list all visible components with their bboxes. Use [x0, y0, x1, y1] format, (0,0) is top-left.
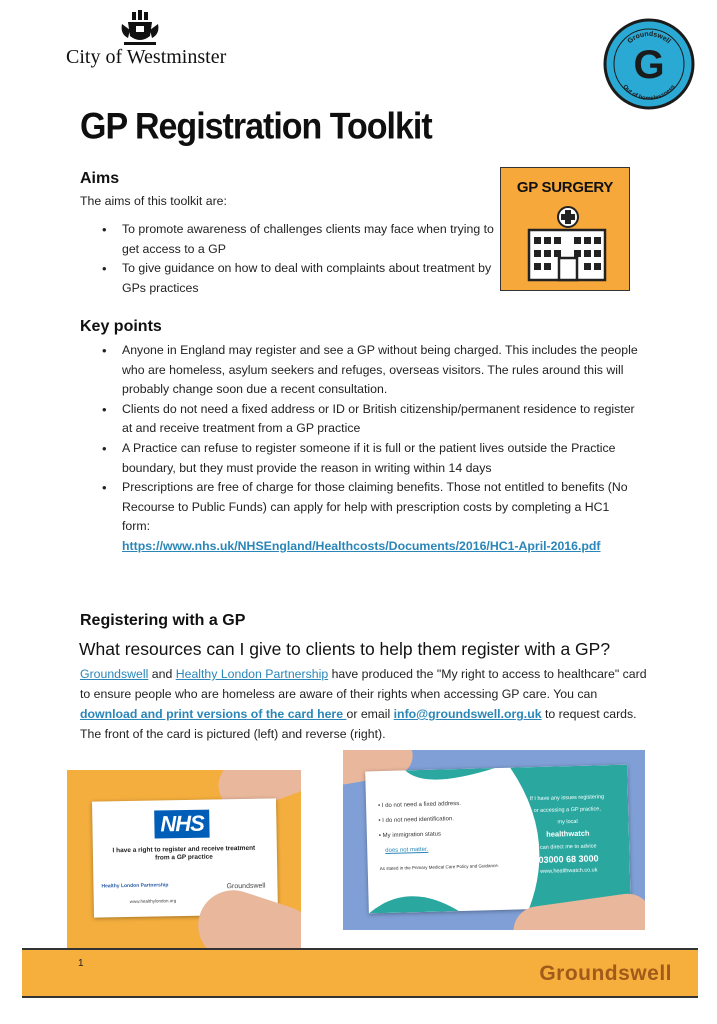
aims-heading: Aims [80, 170, 120, 187]
groundswell-link[interactable]: Groundswell [80, 667, 149, 681]
hc1-form-link[interactable]: https://www.nhs.uk/NHSEngland/Healthcosts/Documents/2016/HC1-April-2016.pdf [122, 538, 601, 553]
key-points-heading: Key points [80, 318, 162, 335]
card-back-right-line: can direct me to advice [539, 843, 597, 851]
key-points-section [80, 318, 640, 557]
card-back-phone: 03000 68 3000 [538, 853, 599, 865]
logo-bottom-text: Out of homelessness [621, 84, 677, 103]
card-back-left [378, 796, 510, 872]
card-back-line: • My immigration status [378, 831, 442, 840]
card-front-url: www.healthylondon.org [129, 898, 177, 904]
card-back-photo [343, 750, 645, 930]
healthy-london-partnership-link[interactable]: Healthy London Partnership [175, 667, 329, 681]
prescriptions-text: Prescriptions are free of charge for those claiming benefits. Those not entitled to benefits (No Recourse to Public Funds) can apply for help with prescription costs by completing a HC1 form: [122, 480, 628, 534]
card-front-photo [67, 770, 301, 948]
card-back-line: does not matter. [385, 846, 429, 854]
nhs-logo: NHS [154, 810, 210, 839]
card-back-right [518, 791, 618, 879]
text-segment: have produced the "My right to access to healthcare" card to ensure people who are homeless are aware of their rights when accessing GP care. You can [80, 667, 647, 701]
council-name: City of Westminster [66, 46, 227, 68]
page-title: GP Registration Toolkit [80, 106, 432, 148]
text-segment: to request cards. The front of the card is pictured (left) and reverse (right). [80, 707, 637, 741]
registering-question: What resources can I give to clients to help them register with a GP? [79, 639, 611, 659]
list-item [80, 478, 640, 556]
card-back-note: As stated in the Primary Medical Care Policy and Guidance. [379, 862, 500, 872]
groundswell-logo-icon [603, 18, 695, 110]
hospital-building-icon [525, 206, 607, 284]
healthwatch-name: healthwatch [546, 828, 590, 839]
footer-brand: Groundswell [539, 962, 672, 985]
gp-surgery-label: GP SURGERY [516, 179, 614, 196]
list-item: • To promote awareness of challenges clients may face when trying to get access to a GP [80, 220, 500, 259]
logo-letter: G [633, 43, 665, 87]
registering-section [80, 612, 650, 744]
aims-intro: The aims of this toolkit are: [80, 194, 227, 208]
text-segment: or email [346, 707, 394, 721]
westminster-crest-icon [118, 10, 162, 46]
card-back-right-line: my local [557, 818, 578, 826]
list-item: • To give guidance on how to deal with complaints about treatment by GPs practices [80, 259, 500, 298]
card-back-line: • I do not need identification. [378, 816, 455, 825]
card-back [365, 765, 631, 914]
card-front-brand: Groundswell [226, 882, 266, 891]
registering-paragraph [80, 664, 650, 744]
list-item: • A Practice can refuse to register someone if it is full or the patient lives outside the Practice boundary, but they must provide the reason in writing within 14 days [80, 439, 640, 478]
card-front-partner: Healthy London Partnership [101, 882, 169, 890]
registering-heading: Registering with a GP [80, 612, 246, 629]
download-card-link[interactable]: download and print versions of the card here [80, 707, 347, 721]
key-points-list [80, 341, 640, 557]
page-number: 1 [78, 958, 84, 969]
page-footer [22, 948, 698, 998]
list-item: • Anyone in England may register and see a GP without being charged. This includes the people who are homeless, asylum seekers and refuges, overseas visitors. The rules around this will probably change soon due a recent consultation. [80, 341, 640, 400]
aims-list [80, 220, 500, 298]
text-segment: and [148, 667, 176, 681]
card-back-right-line: If I have any issues registering [529, 794, 605, 803]
card-back-right-line: www.healthwatch.co.uk [540, 867, 598, 875]
list-item: • Clients do not need a fixed address or ID or British citizenship/permanent residence to register at and receive treatment from a GP practice [80, 400, 640, 439]
gp-surgery-sign [500, 167, 630, 291]
logo-ring-text: Groundswell [626, 30, 672, 46]
card-back-line: • I do not need a fixed address. [378, 800, 461, 810]
card-back-right-line: or accessing a GP practice, [533, 806, 601, 815]
card-front-text: I have a right to register and receive treatment from a GP practice [112, 844, 256, 862]
email-link[interactable]: info@groundswell.org.uk [393, 707, 542, 721]
aims-section [80, 170, 500, 298]
